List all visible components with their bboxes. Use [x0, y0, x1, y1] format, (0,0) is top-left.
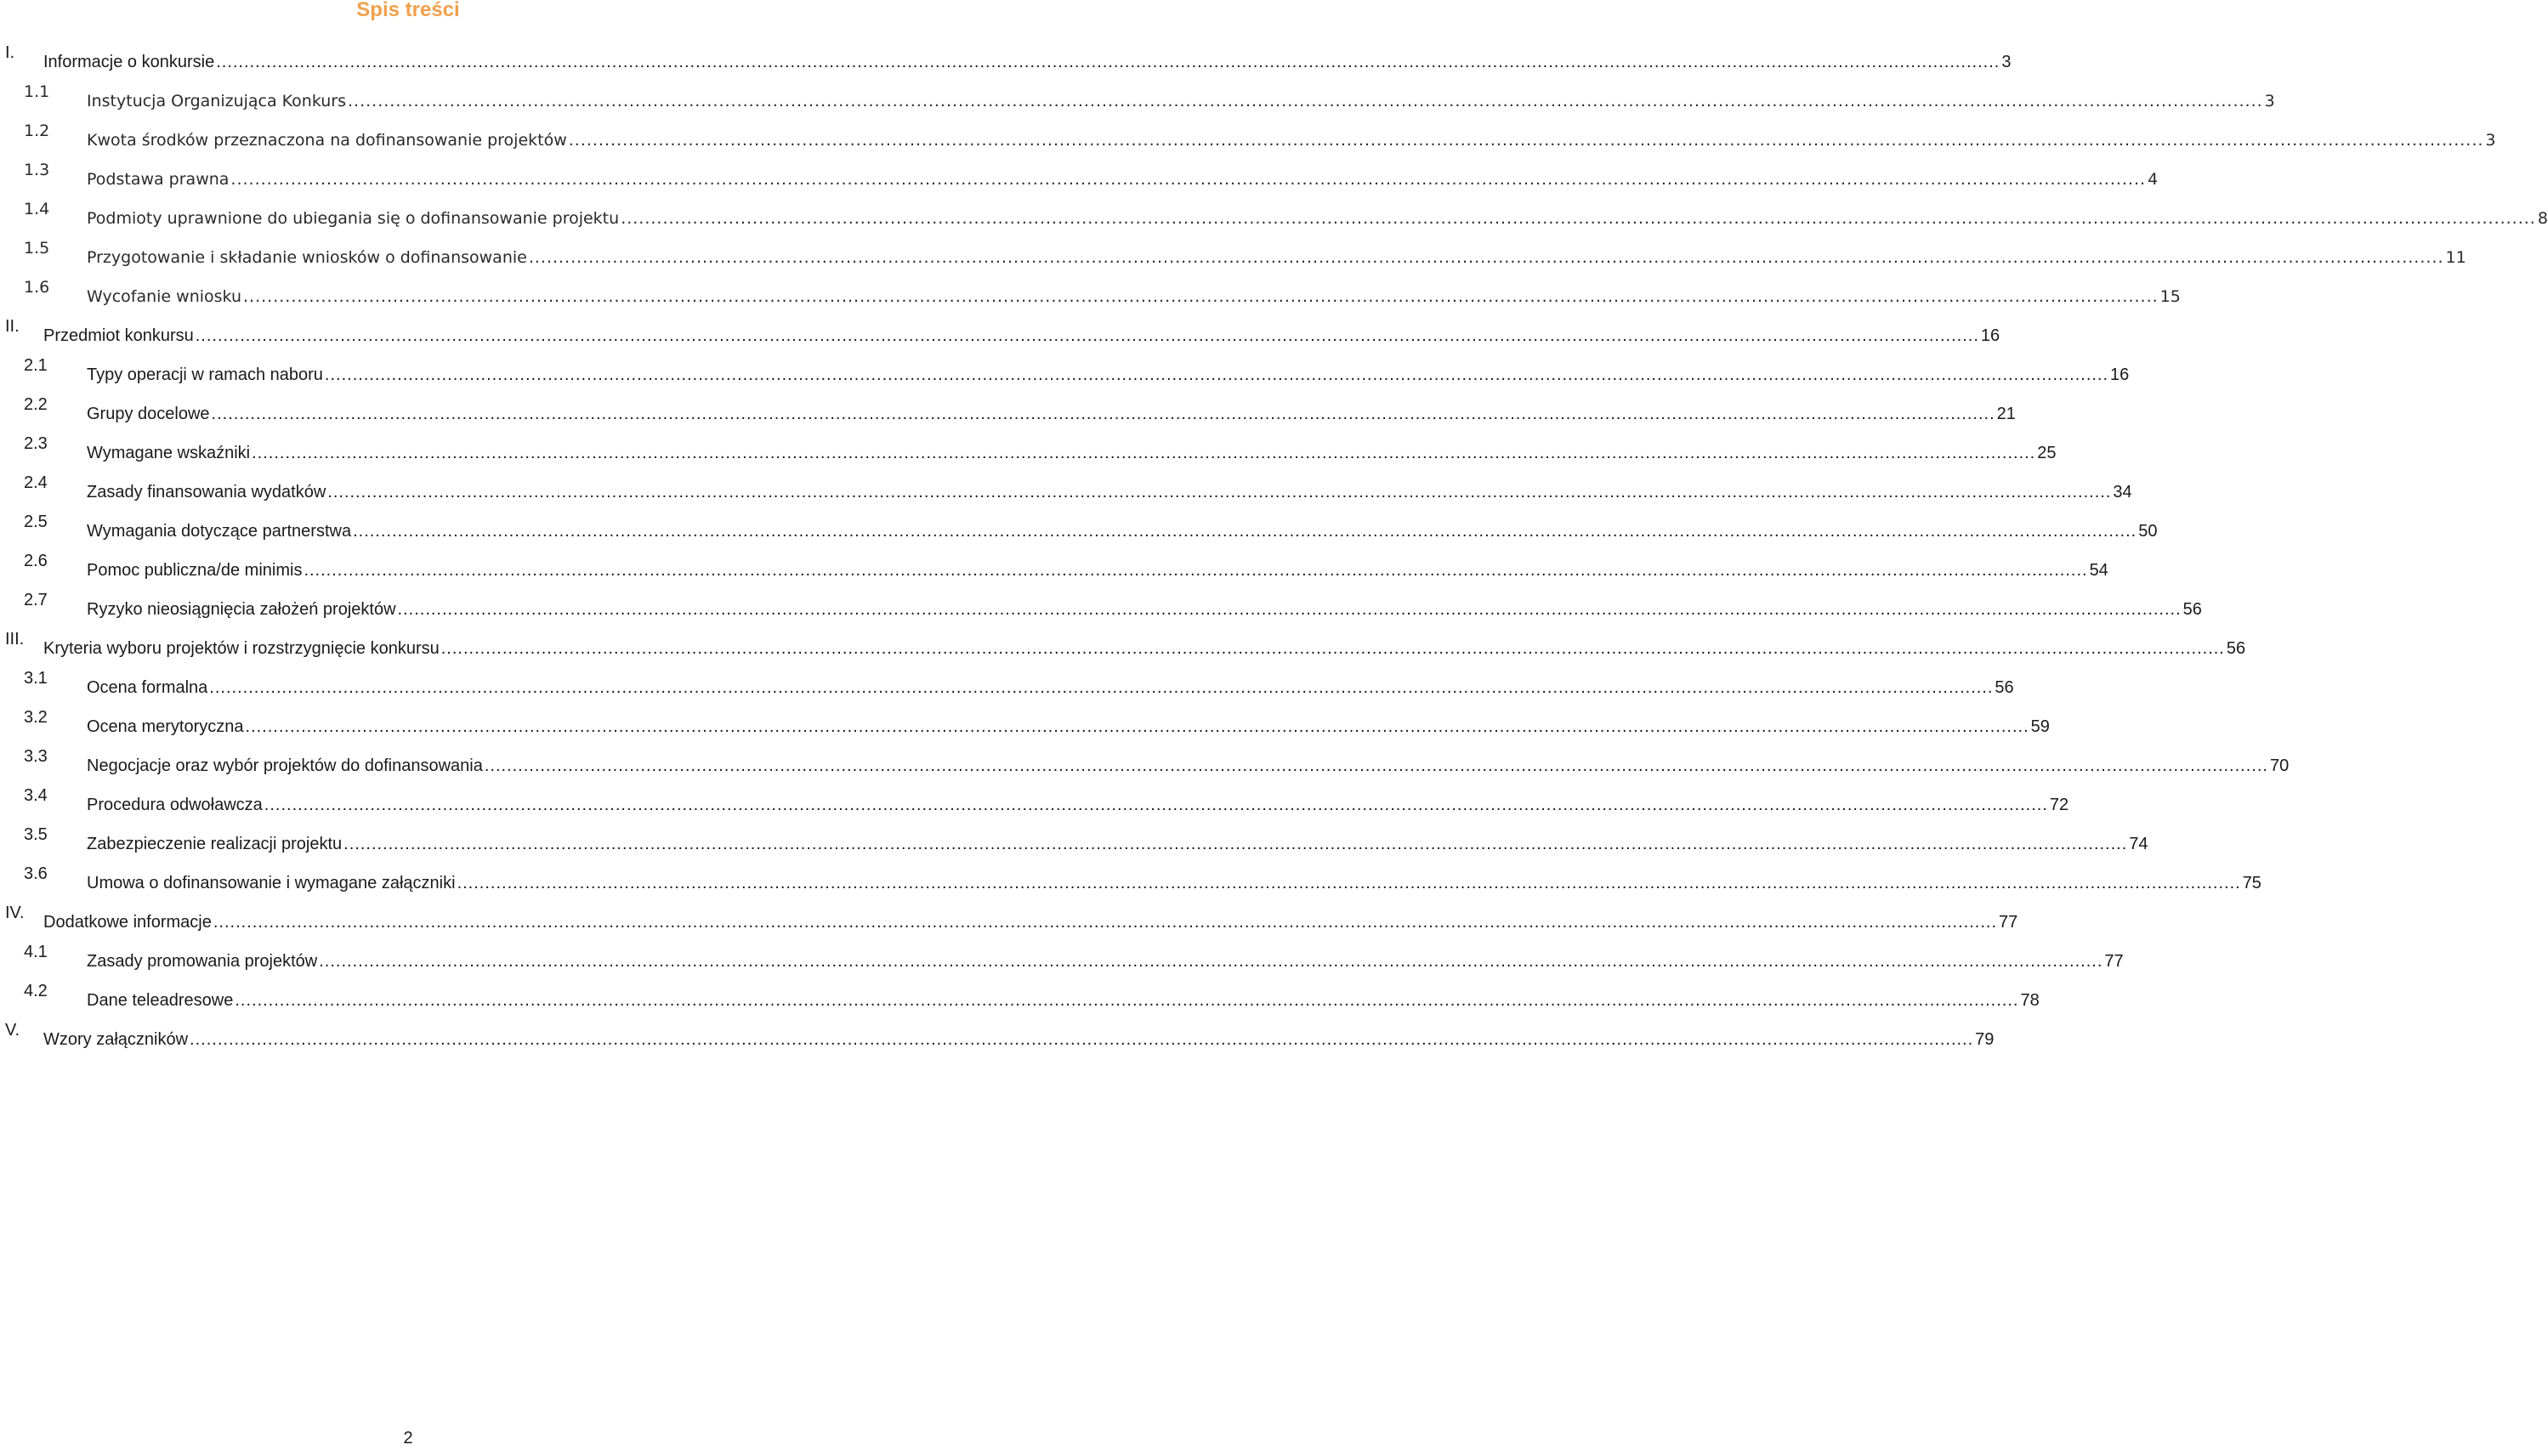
toc-entry-body: [87, 433, 2057, 473]
toc-entry-inner: [0, 433, 2057, 473]
toc-entry-body: [87, 590, 2202, 629]
toc-entry-number: 3.1: [24, 669, 48, 688]
toc-entry-body: [43, 903, 2018, 942]
toc-entry-title: Podstawa prawna: [87, 170, 230, 189]
toc-entry-inner: [0, 355, 2130, 394]
toc-entry-body: [87, 121, 2496, 160]
toc-entry-number: 4.1: [24, 943, 48, 961]
toc-entry[interactable]: [0, 668, 2014, 707]
toc-entry-page: 3: [2264, 92, 2275, 110]
toc-entry-number: 4.2: [24, 982, 48, 1000]
toc-entry-title: Zasady finansowania wydatków: [87, 483, 326, 501]
toc-entry-inner: [0, 590, 2202, 629]
toc-entry-inner: [0, 238, 2466, 277]
toc-entry-page: 56: [2226, 639, 2246, 658]
toc-entry-number: 2.6: [24, 552, 48, 570]
toc-entry-number: 2.4: [24, 473, 48, 492]
toc-entry-title: Grupy docelowe: [87, 405, 210, 423]
toc-dot-leader: ................................................................................................................................................................................................................................................................................................................................: [528, 248, 2444, 267]
toc-entry-title: Dodatkowe informacje: [43, 913, 212, 932]
toc-entry[interactable]: [0, 746, 2290, 785]
toc-entry[interactable]: [0, 355, 2130, 394]
toc-entry[interactable]: [0, 121, 2496, 160]
toc-entry-inner: [0, 1020, 1995, 1059]
toc-entry-page: 4: [2148, 170, 2159, 189]
toc-entry-number: 1.4: [24, 200, 50, 218]
toc-dot-leader: ................................................................................................................................................................................................................................................................................................................................: [252, 444, 2036, 462]
toc-dot-leader: ................................................................................................................................................................................................................................................................................................................................: [195, 326, 1979, 345]
toc-entry-title: Informacje o konkursie: [43, 53, 215, 71]
toc-entry-page: 25: [2037, 444, 2057, 462]
toc-dot-leader: ................................................................................................................................................................................................................................................................................................................................: [397, 600, 2182, 619]
toc-dot-leader: ................................................................................................................................................................................................................................................................................................................................: [440, 639, 2225, 658]
toc-entry-body: [87, 981, 2040, 1020]
toc-entry-page: 8: [2537, 209, 2548, 228]
toc-entry-number: 3.6: [24, 864, 48, 883]
toc-entry-page: 16: [1980, 326, 2000, 345]
toc-entry[interactable]: [0, 473, 2132, 512]
toc-entry-number: IV.: [5, 904, 25, 922]
toc-entry-inner: [0, 629, 2246, 668]
toc-entry-title: Przygotowanie i składanie wniosków o dofinansowanie: [87, 248, 527, 267]
toc-entry-inner: [0, 746, 2290, 785]
toc-entry-inner: [0, 82, 2275, 121]
toc-entry[interactable]: [0, 707, 2050, 746]
toc-entry-page: 50: [2138, 522, 2158, 541]
toc-entry-page: 77: [1999, 913, 2018, 932]
toc-entry-body: [87, 864, 2261, 903]
toc-entry-inner: [0, 42, 2012, 82]
toc-entry-body: [87, 160, 2159, 199]
toc-entry-inner: [0, 981, 2040, 1020]
toc-entry[interactable]: [0, 316, 2000, 355]
toc-entry-page: 3: [2485, 131, 2496, 150]
toc-entry-number: II.: [5, 317, 20, 336]
toc-dot-leader: ................................................................................................................................................................................................................................................................................................................................: [190, 1030, 1974, 1049]
toc-entry[interactable]: [0, 42, 2012, 82]
toc-dot-leader: ................................................................................................................................................................................................................................................................................................................................: [264, 796, 2048, 814]
toc-entry-body: [87, 785, 2069, 824]
toc-entry[interactable]: [0, 512, 2158, 551]
toc-entry[interactable]: [0, 864, 2261, 903]
toc-entry-number: 2.5: [24, 513, 48, 531]
toc-entry-page: 70: [2269, 756, 2290, 775]
toc-entry[interactable]: [0, 160, 2159, 199]
toc-entry-inner: [0, 942, 2124, 981]
toc-entry-inner: [0, 199, 2548, 238]
toc-entry-inner: [0, 394, 2016, 433]
toc-entry[interactable]: [0, 82, 2275, 121]
toc-entry-body: [87, 942, 2124, 981]
toc-entry[interactable]: [0, 903, 2018, 942]
toc-dot-leader: ................................................................................................................................................................................................................................................................................................................................: [343, 835, 2128, 853]
toc-entry[interactable]: [0, 394, 2016, 433]
toc-entry-body: [87, 394, 2016, 433]
toc-entry-page: 3: [2001, 53, 2012, 71]
toc-entry-number: 1.6: [24, 278, 50, 297]
toc-entry-number: 1.1: [24, 82, 50, 101]
toc-entry-number: 2.7: [24, 591, 48, 609]
toc-entry-title: Pomoc publiczna/de minimis: [87, 561, 303, 580]
toc-entry-number: 3.5: [24, 825, 48, 844]
toc-entry-body: [87, 746, 2290, 785]
toc-entry[interactable]: [0, 590, 2202, 629]
toc-entry-body: [87, 824, 2148, 864]
toc-entry[interactable]: [0, 629, 2246, 668]
toc-entry-inner: [0, 277, 2181, 316]
toc-entry-page: 56: [2182, 600, 2202, 619]
toc-entry-inner: [0, 316, 2000, 355]
toc-entry-body: [87, 355, 2130, 394]
toc-entry-inner: [0, 551, 2108, 590]
toc-entry-number: III.: [5, 630, 25, 649]
toc-entry-number: V.: [5, 1021, 20, 1040]
toc-entry-title: Kryteria wyboru projektów i rozstrzygnięcie konkursu: [43, 639, 440, 658]
toc-entry-body: [87, 707, 2050, 746]
toc-entry-inner: [0, 512, 2158, 551]
toc-entry-page: 75: [2242, 874, 2261, 892]
toc-dot-leader: ................................................................................................................................................................................................................................................................................................................................: [235, 991, 2019, 1010]
toc-entry-inner: [0, 824, 2148, 864]
toc-dot-leader: ................................................................................................................................................................................................................................................................................................................................: [209, 678, 1994, 697]
toc-entry-number: 1.2: [24, 122, 50, 140]
toc-entry-title: Zabezpieczenie realizacji projektu: [87, 835, 343, 853]
toc-entry-page: 56: [1995, 678, 2014, 697]
toc-dot-leader: ................................................................................................................................................................................................................................................................................................................................: [484, 756, 2268, 775]
toc-entry[interactable]: [0, 942, 2124, 981]
toc-entry-title: Umowa o dofinansowanie i wymagane załączniki: [87, 874, 456, 892]
toc-entry-inner: [0, 473, 2132, 512]
toc-entry-body: [87, 199, 2548, 238]
toc-entry[interactable]: [0, 551, 2108, 590]
toc-entry-page: 77: [2104, 952, 2124, 971]
toc-entry[interactable]: [0, 199, 2548, 238]
toc-entry-title: Dane teleadresowe: [87, 991, 234, 1010]
toc-dot-leader: ................................................................................................................................................................................................................................................................................................................................: [568, 131, 2484, 150]
toc-entry-inner: [0, 668, 2014, 707]
toc-entry-page: 72: [2049, 796, 2069, 814]
toc-entry-body: [87, 668, 2014, 707]
toc-entry-page: 78: [2020, 991, 2040, 1010]
toc-dot-leader: ................................................................................................................................................................................................................................................................................................................................: [213, 913, 1997, 932]
toc-entry-inner: [0, 121, 2496, 160]
toc-entry-page: 34: [2113, 483, 2132, 501]
toc-dot-leader: ................................................................................................................................................................................................................................................................................................................................: [230, 170, 2147, 189]
toc-entry-title: Negocjacje oraz wybór projektów do dofinansowania: [87, 756, 483, 775]
toc-entry[interactable]: [0, 238, 2466, 277]
toc-entry[interactable]: [0, 277, 2181, 316]
toc-entry-title: Podmioty uprawnione do ubiegania się o dofinansowanie projektu: [87, 209, 620, 228]
toc-entry-body: [87, 277, 2181, 316]
toc-entry-body: [87, 82, 2275, 121]
toc-entry-title: Wymagane wskaźniki: [87, 444, 251, 462]
toc-entry-number: 1.3: [24, 161, 50, 179]
toc-entry-page: 16: [2110, 365, 2130, 384]
toc-dot-leader: ................................................................................................................................................................................................................................................................................................................................: [457, 874, 2241, 892]
toc-dot-leader: ................................................................................................................................................................................................................................................................................................................................: [324, 365, 2109, 384]
toc-dot-leader: ................................................................................................................................................................................................................................................................................................................................: [245, 717, 2029, 736]
toc-entry-number: 2.3: [24, 434, 48, 453]
toc-dot-leader: ................................................................................................................................................................................................................................................................................................................................: [216, 53, 2000, 71]
toc-entry-body: [87, 512, 2158, 551]
toc-entry-page: 15: [2159, 287, 2181, 306]
toc-entry-page: 59: [2030, 717, 2050, 736]
toc-dot-leader: ................................................................................................................................................................................................................................................................................................................................: [319, 952, 2103, 971]
page-number: 2: [403, 1429, 413, 1448]
toc-entry-title: Wycofanie wniosku: [87, 287, 241, 306]
toc-dot-leader: ................................................................................................................................................................................................................................................................................................................................: [621, 209, 2536, 228]
toc-entry-number: 2.2: [24, 395, 48, 414]
toc-entry[interactable]: [0, 1020, 1995, 1059]
toc-entry-number: 3.2: [24, 708, 48, 727]
toc-entry-title: Procedura odwoławcza: [87, 796, 263, 814]
toc-entry-body: [43, 1020, 1995, 1059]
toc-entry-body: [87, 238, 2466, 277]
toc-entry-title: Wymagania dotyczące partnerstwa: [87, 522, 352, 541]
toc-entry-page: 79: [1975, 1030, 1995, 1049]
toc-entry-body: [87, 473, 2132, 512]
toc-entry-title: Zasady promowania projektów: [87, 952, 318, 971]
toc-entry[interactable]: [0, 824, 2148, 864]
toc-entry-number: I.: [5, 43, 15, 62]
toc-entry-number: 3.4: [24, 786, 48, 805]
toc-entry-number: 3.3: [24, 747, 48, 766]
toc-entry-body: [87, 551, 2108, 590]
toc-dot-leader: ................................................................................................................................................................................................................................................................................................................................: [243, 287, 2159, 306]
toc-dot-leader: ................................................................................................................................................................................................................................................................................................................................: [211, 405, 1995, 423]
toc-entry-body: [43, 316, 2000, 355]
toc-entry[interactable]: [0, 981, 2040, 1020]
toc-entry-title: Ocena merytoryczna: [87, 717, 244, 736]
toc-entry-inner: [0, 785, 2069, 824]
toc-entry-title: Typy operacji w ramach naboru: [87, 365, 323, 384]
toc-dot-leader: ................................................................................................................................................................................................................................................................................................................................: [304, 561, 2088, 580]
toc-entry-title: Przedmiot konkursu: [43, 326, 194, 345]
table-of-contents: [0, 42, 2548, 1059]
toc-entry-page: 74: [2129, 835, 2148, 853]
toc-entry-title: Kwota środków przeznaczona na dofinansowanie projektów: [87, 131, 567, 150]
toc-entry-title: Wzory załączników: [43, 1030, 189, 1049]
page-title: Spis treści: [356, 0, 460, 21]
toc-entry-page: 54: [2089, 561, 2108, 580]
toc-dot-leader: ................................................................................................................................................................................................................................................................................................................................: [327, 483, 2112, 501]
toc-entry-body: [43, 42, 2012, 82]
toc-dot-leader: ................................................................................................................................................................................................................................................................................................................................: [348, 92, 2263, 110]
toc-entry-number: 1.5: [24, 239, 50, 258]
toc-entry-inner: [0, 707, 2050, 746]
toc-entry-title: Ryzyko nieosiągnięcia założeń projektów: [87, 600, 396, 619]
toc-entry[interactable]: [0, 785, 2069, 824]
toc-entry[interactable]: [0, 433, 2057, 473]
toc-entry-title: Instytucja Organizująca Konkurs: [87, 92, 347, 110]
toc-entry-number: 2.1: [24, 356, 48, 375]
toc-entry-inner: [0, 160, 2159, 199]
toc-entry-page: 11: [2445, 248, 2466, 267]
toc-entry-body: [43, 629, 2246, 668]
toc-entry-inner: [0, 864, 2261, 903]
toc-entry-page: 21: [1996, 405, 2016, 423]
toc-dot-leader: ................................................................................................................................................................................................................................................................................................................................: [353, 522, 2137, 541]
toc-entry-inner: [0, 903, 2018, 942]
toc-entry-title: Ocena formalna: [87, 678, 208, 697]
